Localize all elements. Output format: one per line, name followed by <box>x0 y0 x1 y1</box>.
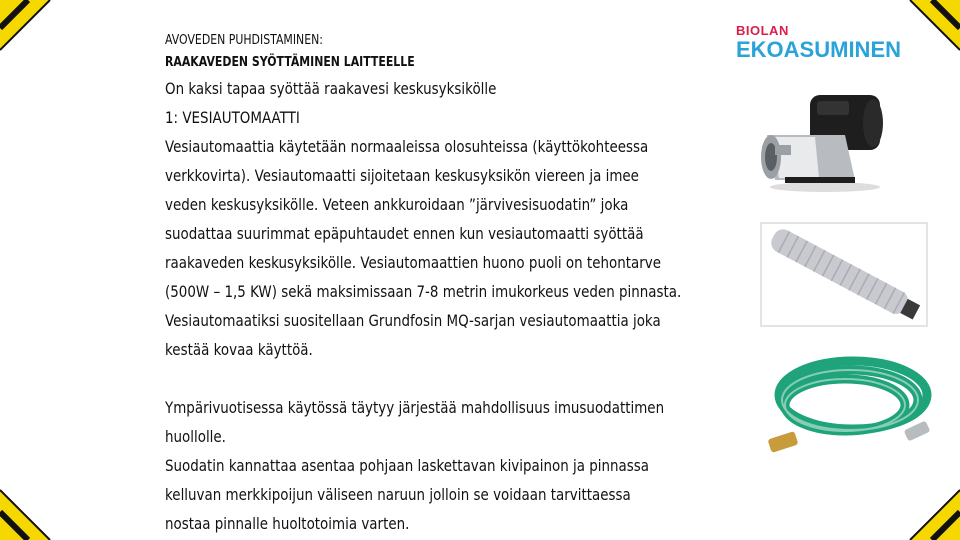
corner-stripe-top-left <box>0 0 60 60</box>
text-line: (500W – 1,5 KW) sekä maksimissaan 7-8 metrin imukorkeus veden pinnasta. <box>165 282 682 301</box>
heading-raakavesi: RAAKAVEDEN SYÖTTÄMINEN LAITTEELLE <box>165 55 415 70</box>
text-line: nostaa pinnalle huoltotoimia varten. <box>165 514 410 533</box>
lake-water-filter-image <box>760 222 928 327</box>
heading-avovesi: AVOVEDEN PUHDISTAMINEN: <box>165 33 323 48</box>
text-line: Suodatin kannattaa asentaa pohjaan laskettavan kivipainon ja pinnassa <box>165 456 650 475</box>
text-line: kestää kovaa käyttöä. <box>165 340 313 359</box>
text-line: verkkovirta). Vesiautomaatti sijoitetaan keskusyksikön viereen ja imee <box>165 166 639 185</box>
brand-main-text: EKOASUMINEN <box>736 37 902 62</box>
text-line: veden keskusyksikölle. Veteen ankkuroidaan ”järvivesisuodatin” joka <box>165 195 629 214</box>
text-line: Vesiautomaattia käytetään normaaleissa olosuhteissa (käyttökohteessa <box>165 137 649 156</box>
corner-stripe-bottom-right <box>900 480 960 540</box>
text-line: huollolle. <box>165 427 226 446</box>
text-line: Ympärivuotisessa käytössä täytyy järjestää mahdollisuus imusuodattimen <box>165 398 665 417</box>
slide-body <box>165 30 719 538</box>
text-line: On kaksi tapaa syöttää raakavesi keskusyksikölle <box>165 79 497 98</box>
corner-stripe-bottom-left <box>0 480 60 540</box>
water-pump-image <box>755 85 895 195</box>
text-line: raakaveden keskusyksikölle. Vesiautomaattien huono puoli on tehontarve <box>165 253 661 272</box>
suction-hose-image <box>765 355 935 465</box>
brand-top-text: BIOLAN <box>736 23 789 38</box>
text-line: kelluvan merkkipoijun väliseen naruun jolloin se voidaan tarvittaessa <box>165 485 631 504</box>
brand-logo <box>736 24 901 62</box>
text-line: suodattaa suurimmat epäpuhtaudet ennen kun vesiautomaatti syöttää <box>165 224 644 243</box>
text-line: 1: VESIAUTOMAATTI <box>165 108 300 127</box>
corner-stripe-top-right <box>900 0 960 60</box>
text-line: Vesiautomaatiksi suositellaan Grundfosin MQ-sarjan vesiautomaattia joka <box>165 311 661 330</box>
